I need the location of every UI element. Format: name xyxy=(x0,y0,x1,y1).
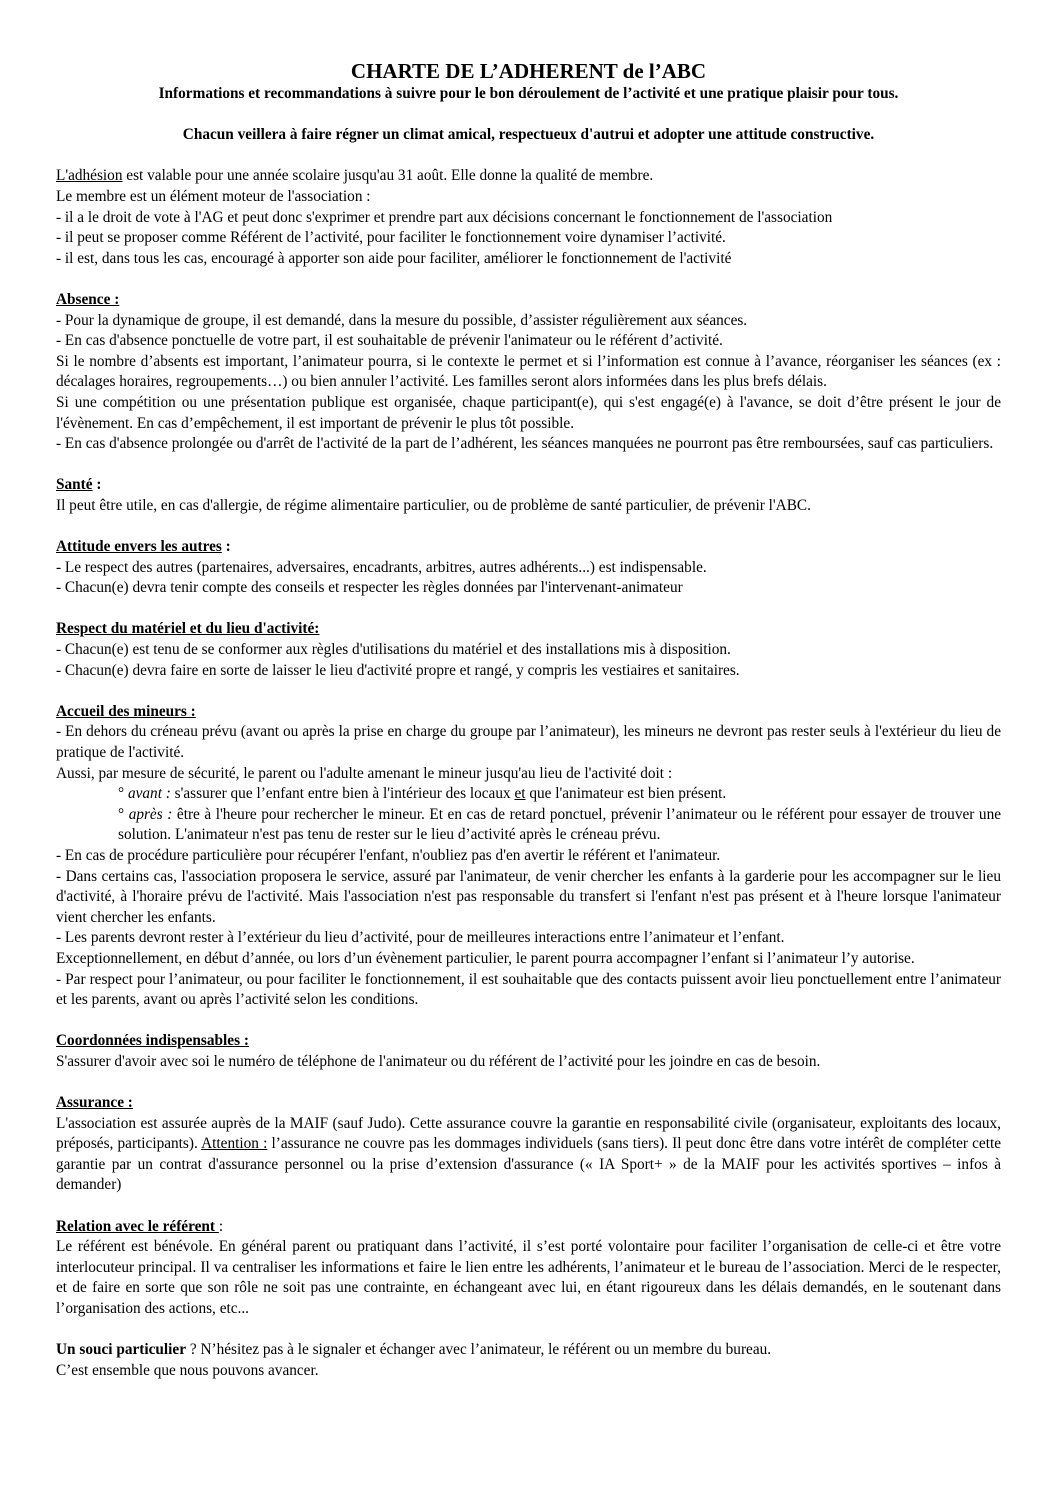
apres-label: après : xyxy=(128,805,173,823)
mineurs-line: - Les parents devront rester à l’extérieur du lieu d’activité, pour de meilleures interactions entre l’animateur et l’enfant. xyxy=(56,929,785,947)
section-materiel xyxy=(56,619,1001,681)
absence-line: Si une compétition ou une présentation publique est organisée, chaque participant(e), qui s'est engagé(e) à l'avance, se doit d’être présent le jour de l'évènement. En cas d’empêchement, il est important de prévenir le plus tôt possible. xyxy=(56,393,1001,432)
mineurs-line: - Par respect pour l’animateur, ou pour faciliter le fonctionnement, il est souhaitable que des contacts puissent avoir lieu ponctuellement entre l’animateur et les parents, avant ou après l’activité selon les conditions. xyxy=(56,970,1001,1009)
page-subtitle: Informations et recommandations à suivre pour le bon déroulement de l’activité et une pratique plaisir pour tous. xyxy=(158,85,899,102)
bullet-mark: ° xyxy=(118,785,128,803)
absence-line: - En cas d'absence prolongée ou d'arrêt de l'activité de la part de l’adhérent, les séances manquées ne pourront pas être remboursées, sauf cas particuliers. xyxy=(56,435,994,453)
section-assurance xyxy=(56,1093,1001,1196)
referent-line: Le référent est bénévole. En général parent ou pratiquant dans l’activité, il s’est porté volontaire pour faciliter l’organisation de celle-ci et être votre interlocuteur principal. Il va centraliser les informations et faire le lien entre les adhérents, l’animateur et le bureau de l’association. Merci de le respecter, et de faire en sorte que son rôle ne soit pas une contrainte, en échangeant avec lui, en étant rigoureux dans les délais demandés, en le soutenant dans l’organisation des actions, etc... xyxy=(56,1238,1001,1318)
materiel-line: - Chacun(e) devra faire en sorte de laisser le lieu d'activité propre et rangé, y compris les vestiaires et sanitaires. xyxy=(56,661,740,679)
section-souci xyxy=(56,1340,1001,1381)
assurance-text-part: l’assurance ne couvre pas les dommages individuels (sans tiers). Il peut donc être dans votre intérêt de compléter cette garantie par un contrat d'assurance personnel ou la prise d’extension d'assurance (« IA Sport+ » de la MAIF pour les activités sportives – infos à demander) xyxy=(56,1135,1001,1194)
apres-text: être à l'heure pour rechercher le mineur. Et en cas de retard ponctuel, prévenir l’animateur ou le référent pour essayer de trouver une solution. L'animateur n'est pas tenu de rester sur le lieu d’activité après le créneau prévu. xyxy=(118,805,1002,844)
coordonnees-heading: Coordonnées indispensables : xyxy=(56,1032,249,1050)
sante-heading: Santé xyxy=(56,476,93,494)
section-attitude xyxy=(56,537,1001,599)
referent-heading: Relation avec le référent xyxy=(56,1217,219,1235)
sante-line: Il peut être utile, en cas d'allergie, de régime alimentaire particulier, ou de problème de santé particulier, de prévenir l'ABC. xyxy=(56,496,811,514)
adhesion-heading: L'adhésion xyxy=(56,167,123,185)
section-sante xyxy=(56,475,1001,516)
adhesion-line: Le membre est un élément moteur de l'association : xyxy=(56,187,371,205)
mineurs-line: - En cas de procédure particulière pour récupérer l'enfant, n'oubliez pas d'en avertir le référent et l'animateur. xyxy=(56,846,721,864)
avant-text: s'assurer que l’enfant entre bien à l'intérieur des locaux xyxy=(170,785,515,803)
assurance-heading: Assurance : xyxy=(56,1094,133,1112)
coordonnees-line: S'assurer d'avoir avec soi le numéro de téléphone de l'animateur ou du référent de l’activité pour les joindre en cas de besoin. xyxy=(56,1052,821,1070)
absence-heading: Absence : xyxy=(56,290,120,308)
closing-line: C’est ensemble que nous pouvons avancer. xyxy=(56,1361,319,1379)
avant-text-end: que l'animateur est bien présent. xyxy=(525,785,727,803)
avant-et: et xyxy=(514,785,526,803)
sante-heading-suffix: : xyxy=(92,476,102,494)
section-referent xyxy=(56,1217,1001,1320)
section-mineurs xyxy=(56,702,1001,1011)
adhesion-line: - il peut se proposer comme Référent de l’activité, pour faciliter le fonctionnement voire dynamiser l’activité. xyxy=(56,229,726,247)
referent-heading-suffix: : xyxy=(218,1217,224,1235)
materiel-line: - Chacun(e) est tenu de se conformer aux règles d'utilisations du matériel et des installations mis à disposition. xyxy=(56,641,731,659)
adhesion-line: - il a le droit de vote à l'AG et peut donc s'exprimer et prendre part aux décisions concernant le fonctionnement de l'association xyxy=(56,208,833,226)
assurance-text-part: L'association est assurée auprès de la MAIF (sauf Judo). Cette assurance couvre la garantie en responsabilité civile (organisateur, exploitants des locaux, préposés, participants). xyxy=(56,1114,1001,1153)
bullet-mark: ° xyxy=(118,805,129,823)
adhesion-intro-text: est valable pour une année scolaire jusqu'au 31 août. Elle donne la qualité de membre. xyxy=(122,167,654,185)
assurance-text xyxy=(56,1114,1001,1196)
attitude-line: - Chacun(e) devra tenir compte des conseils et respecter les règles données par l'intervenant-animateur xyxy=(56,579,683,597)
page-title: CHARTE DE L’ADHERENT de l’ABC xyxy=(350,59,707,83)
mineurs-heading: Accueil des mineurs : xyxy=(56,702,196,720)
absence-line: Si le nombre d’absents est important, l’animateur pourra, si le contexte le permet et si l’information est connue à l’avance, réorganiser les séances (ex : décalages horaires, regroupements…) ou bien annuler l’activité. Les familles seront alors informées dans les plus brefs délais. xyxy=(56,352,1001,391)
absence-line: - Pour la dynamique de groupe, il est demandé, dans la mesure du possible, d’assister régulièrement aux séances. xyxy=(56,311,748,329)
materiel-heading: Respect du matériel et du lieu d'activité: xyxy=(56,620,320,638)
adhesion-intro xyxy=(56,166,1001,187)
section-adhesion xyxy=(56,166,1001,269)
section-coordonnees xyxy=(56,1031,1001,1072)
attitude-heading-suffix: : xyxy=(221,538,231,556)
souci-label: Un souci particulier xyxy=(56,1341,187,1359)
assurance-attention: Attention : xyxy=(201,1135,268,1153)
mineurs-line: Exceptionnellement, en début d’année, ou lors d’un évènement particulier, le parent pourra accompagner l’enfant si l’animateur l’y autorise. xyxy=(56,949,915,967)
document-page xyxy=(56,58,1001,1402)
mineurs-apres xyxy=(56,805,1001,846)
attitude-heading: Attitude envers les autres xyxy=(56,538,222,556)
adhesion-line: - il est, dans tous les cas, encouragé à apporter son aide pour faciliter, améliorer le fonctionnement de l'activité xyxy=(56,249,732,267)
mineurs-line: Aussi, par mesure de sécurité, le parent ou l'adulte amenant le mineur jusqu'au lieu de l'activité doit : xyxy=(56,764,673,782)
climate-statement: Chacun veillera à faire régner un climat amical, respectueux d'autrui et adopter une attitude constructive. xyxy=(182,126,875,144)
mineurs-line: - En dehors du créneau prévu (avant ou après la prise en charge du groupe par l’animateur), les mineurs ne devront pas rester seuls à l'extérieur du lieu de pratique de l'activité. xyxy=(56,723,1001,761)
absence-line: - En cas d'absence ponctuelle de votre part, il est souhaitable de prévenir l'animateur ou le référent d’activité. xyxy=(56,332,723,350)
section-absence xyxy=(56,290,1001,455)
mineurs-avant xyxy=(56,784,1001,805)
souci-text: ? N’hésitez pas à le signaler et échanger avec l’animateur, le référent ou un membre du bureau. xyxy=(186,1341,772,1359)
attitude-line: - Le respect des autres (partenaires, adversaires, encadrants, arbitres, autres adhérents...) est indispensable. xyxy=(56,558,707,576)
mineurs-line: - Dans certains cas, l'association proposera le service, assuré par l'animateur, de venir chercher les enfants à la garderie pour les accompagner sur le lieu d'activité, à l'horaire prévu de l'activité. Mais l'association n'est pas responsable du transfert si l'enfant n'est pas présent et à l'heure lorsque l'animateur vient chercher les enfants. xyxy=(56,867,1001,926)
avant-label: avant : xyxy=(127,785,171,803)
